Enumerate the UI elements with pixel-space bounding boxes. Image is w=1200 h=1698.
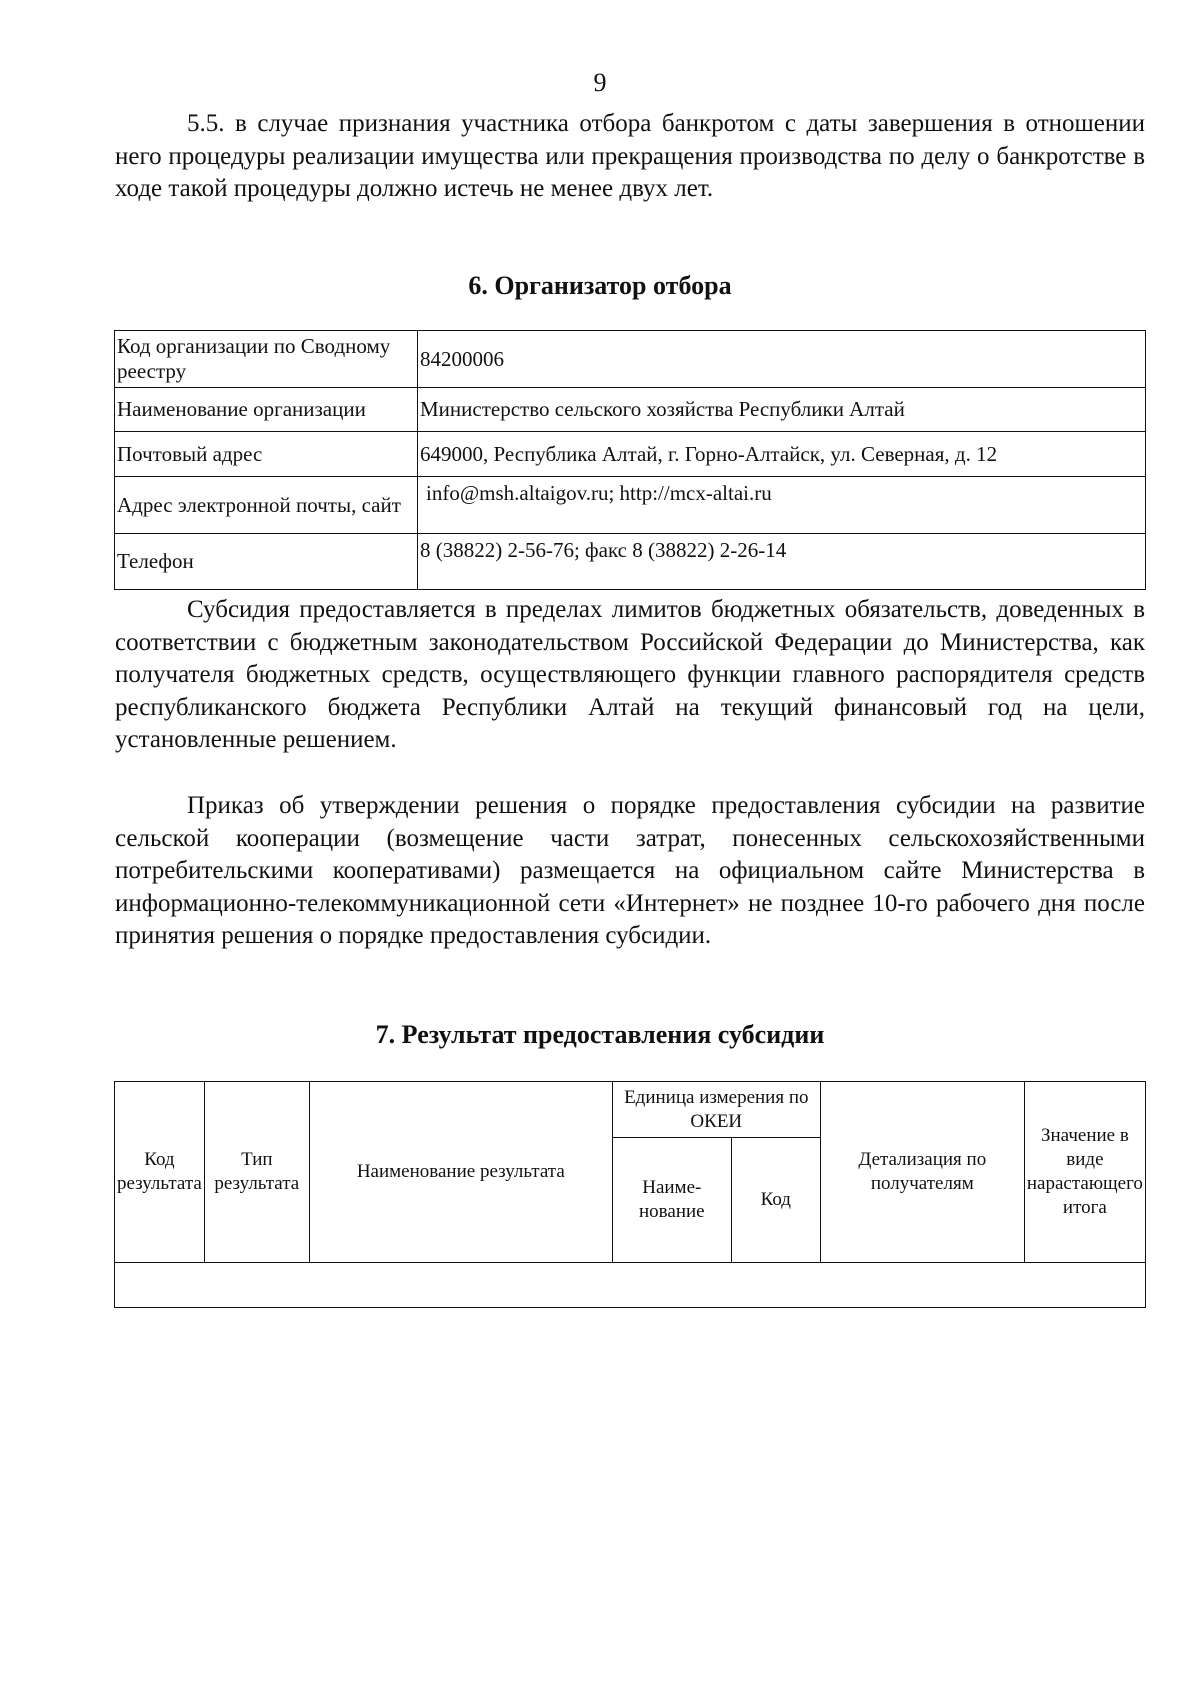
table-row xyxy=(115,432,1146,477)
section-7-title: 7. Результат предоставления субсидии xyxy=(375,1020,825,1049)
section-6-title: 6. Организатор отбора xyxy=(468,271,732,300)
page-number: 9 xyxy=(593,68,607,97)
header-name: Наименование результата xyxy=(309,1082,612,1263)
row-value: 84200006 xyxy=(418,331,1146,388)
header-code: Код результата xyxy=(115,1082,205,1263)
clause-5-5: 5.5. в случае признания участника отбора банкротом с даты завершения в отношении него процедуры реализации имущества или прекращения производства по делу о банкротстве в ходе такой процедуры должно истечь не менее двух лет. xyxy=(115,110,1145,202)
row-value: 8 (38822) 2-56-76; факс 8 (38822) 2-26-14 xyxy=(418,534,1146,590)
table-row xyxy=(115,331,1146,388)
row-label: Телефон xyxy=(115,534,418,590)
row-label: Почтовый адрес xyxy=(115,432,418,477)
row-value: info@msh.altaigov.ru; http://mcx-altai.ru xyxy=(418,477,1146,534)
table-header-row xyxy=(115,1082,1146,1138)
empty-row xyxy=(115,1263,1146,1308)
result-table xyxy=(114,1081,1146,1308)
header-unit-group: Единица измерения по ОКЕИ xyxy=(612,1082,820,1138)
header-type: Тип результата xyxy=(204,1082,309,1263)
table-row xyxy=(115,1263,1146,1308)
row-value: 649000, Республика Алтай, г. Горно-Алтайск, ул. Северная, д. 12 xyxy=(418,432,1146,477)
table-row xyxy=(115,534,1146,590)
row-label: Адрес электронной почты, сайт xyxy=(115,477,418,534)
paragraph-order-publication: Приказ об утверждении решения о порядке предоставления субсидии на развитие сельской кооперации (возмещение части затрат, понесенных сельскохозяйственными потребительскими кооперативами) размещается на официальном сайте Министерства в информационно-телекоммуникационной сети «Интернет» не позднее 10-го рабочего дня после принятия решения о порядке предоставления субсидии. xyxy=(115,792,1145,949)
row-value: Министерство сельского хозяйства Республики Алтай xyxy=(418,388,1146,432)
header-unit-code: Код xyxy=(731,1138,820,1263)
header-detail: Детализация по получателям xyxy=(820,1082,1024,1263)
row-label: Код организации по Сводному реестру xyxy=(115,331,418,388)
paragraph-subsidy-limits: Субсидия предоставляется в пределах лимитов бюджетных обязательств, доведенных в соответствии с бюджетным законодательством Российской Федерации до Министерства, как получателя бюджетных средств, осуществляющего функции главного распорядителя средств республиканского бюджета Республики Алтай на текущий финансовый год на цели, установленные решением. xyxy=(115,596,1145,753)
header-unit-name: Наиме-нование xyxy=(612,1138,731,1263)
table-row xyxy=(115,388,1146,432)
header-value: Значение в виде нарастающего итога xyxy=(1024,1082,1145,1263)
organizer-table xyxy=(114,330,1146,590)
row-label: Наименование организации xyxy=(115,388,418,432)
table-row xyxy=(115,477,1146,534)
